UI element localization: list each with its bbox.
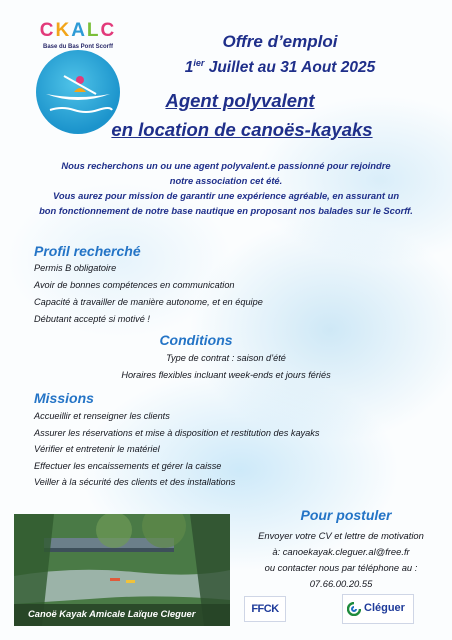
intro-line: Nous recherchons un ou une agent polyvalent.e passionné pour rejoindre — [61, 160, 391, 171]
mission-item: Accueillir et renseigner les clients — [34, 411, 170, 421]
date-sup: ier — [193, 58, 205, 68]
logo-title — [22, 20, 134, 42]
intro-line: Vous aurez pour mission de garantir une expérience agréable, en assurant un — [52, 190, 400, 201]
conditions-item: Horaires flexibles incluant week-ends et jours fériés — [121, 370, 331, 380]
intro-line: bon fonctionnement de notre base nautique en proposant nos balades sur le Scorff. — [39, 205, 413, 216]
logo-letter: C — [100, 20, 117, 41]
profil-item: Débutant accepté si motivé ! — [34, 314, 150, 324]
cleguer-emblem-icon — [347, 602, 361, 616]
club-name: Canoë Kayak Amicale Laïque Cleguer — [28, 608, 196, 619]
profil-item: Permis B obligatoire — [34, 263, 117, 273]
intro-line: notre association cet été. — [169, 175, 283, 186]
date-range — [140, 58, 420, 77]
logo-letter: C — [39, 20, 56, 41]
apply-email: à: canoekayak.cleguer.al@free.fr — [272, 546, 410, 557]
date-rest: Juillet au 31 Aout 2025 — [204, 59, 376, 77]
date-day: 1 — [184, 59, 194, 77]
apply-phone: 07.66.00.20.55 — [309, 578, 373, 589]
mission-item: Effectuer les encaissements et gérer la caisse — [34, 461, 222, 471]
ffck-label: FFCK — [251, 603, 279, 615]
profil-item: Avoir de bonnes compétences en communication — [34, 280, 235, 290]
conditions-title: Conditions — [159, 332, 233, 348]
logo-letter: K — [55, 20, 72, 41]
logo-subtitle: Base du Bas Pont Scorff — [42, 44, 113, 50]
mission-item: Veiller à la sécurité des clients et des installations — [34, 477, 236, 487]
mission-item: Vérifier et entretenir le matériel — [34, 444, 160, 454]
logo-letter: A — [71, 20, 87, 41]
apply-line: ou contacter nous par téléphone au : — [264, 562, 418, 573]
ffck-logo — [244, 596, 286, 622]
apply-title: Pour postuler — [300, 507, 392, 523]
mission-item: Assurer les réservations et mise à disposition et restitution des kayaks — [34, 428, 320, 438]
job-title-line-1: Agent polyvalent — [165, 90, 315, 111]
logo-letter: L — [86, 20, 101, 41]
missions-title: Missions — [34, 390, 94, 406]
apply-line: Envoyer votre CV et lettre de motivation — [258, 530, 424, 541]
ckalc-logo — [22, 20, 134, 120]
job-title-line-2: en location de canoës-kayaks — [111, 119, 373, 140]
cleguer-label: Cléguer — [364, 602, 405, 614]
cleguer-logo — [342, 594, 414, 624]
profil-item: Capacité à travailler de manière autonome, et en équipe — [34, 297, 263, 307]
profil-title: Profil recherché — [34, 243, 141, 259]
conditions-item: Type de contrat : saison d’été — [166, 353, 286, 363]
offer-heading: Offre d’emploi — [222, 32, 338, 51]
